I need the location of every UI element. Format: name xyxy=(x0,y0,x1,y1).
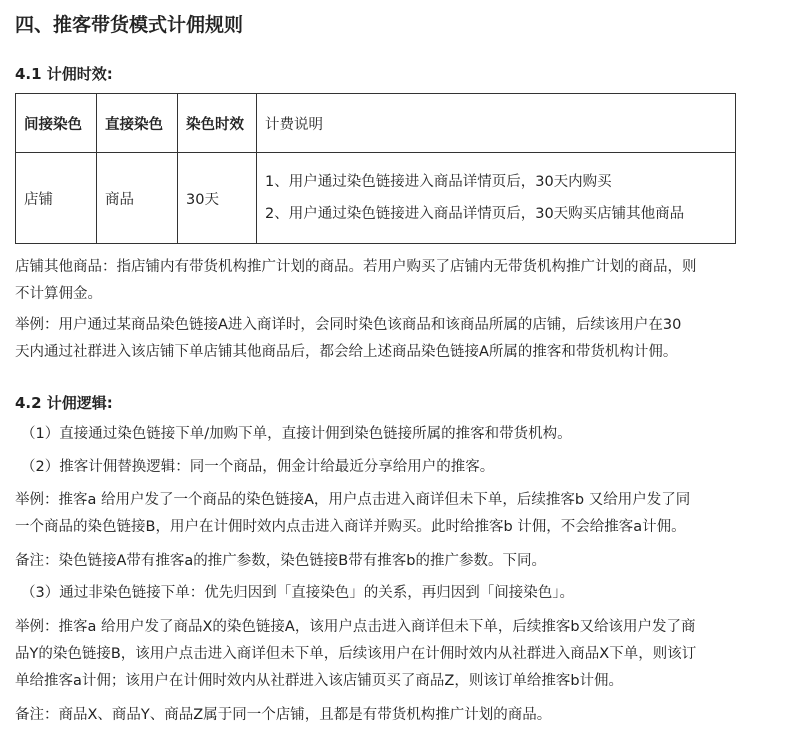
table-row xyxy=(16,153,736,244)
section-heading-4-2: 4.2 计佣逻辑: xyxy=(15,394,113,412)
table-cell-duration: 30天 xyxy=(178,153,257,244)
rule-2: （2）推客计佣替换逻辑：同一个商品，佣金计给最近分享给用户的推客。 xyxy=(21,459,495,475)
table-header-indirect: 间接染色 xyxy=(16,94,97,153)
note-line-2: 2、用户通过染色链接进入商品详情页后，30天购买店铺其他商品 xyxy=(265,206,685,222)
definition-line-2: 不计算佣金。 xyxy=(15,286,102,302)
example-paragraph-3 xyxy=(15,614,770,695)
rule-1: （1）直接通过染色链接下单/加购下单，直接计佣到染色链接所属的推客和带货机构。 xyxy=(21,426,572,442)
example2-line-2: 一个商品的染色链接B，用户在计佣时效内点击进入商详并购买。此时给推客b 计佣，不会给推客a计佣。 xyxy=(15,519,686,535)
table-cell-indirect: 店铺 xyxy=(16,153,97,244)
example1-line-2: 天内通过社群进入该店铺下单店铺其他商品后，都会给上述商品染色链接A所属的推客和带货机构计佣。 xyxy=(15,344,678,360)
note-line-1: 1、用户通过染色链接进入商品详情页后，30天内购买 xyxy=(265,174,612,190)
rule-3: （3）通过非染色链接下单：优先归因到「直接染色」的关系，再归因到「间接染色」。 xyxy=(21,585,574,601)
table-header-duration: 染色时效 xyxy=(178,94,257,153)
table-header-row xyxy=(16,94,736,153)
definition-paragraph xyxy=(15,254,770,308)
page-title: 四、推客带货模式计佣规则 xyxy=(15,14,244,36)
commission-timing-table xyxy=(15,93,736,244)
section-heading-4-1: 4.1 计佣时效: xyxy=(15,65,113,83)
example3-line-3: 单给推客a计佣；该用户在计佣时效内从社群进入该店铺页买了商品Z，则该订单给推客b计佣。 xyxy=(15,673,624,689)
example1-line-1: 举例：用户通过某商品染色链接A进入商详时，会同时染色该商品和该商品所属的店铺，后续该用户在30 xyxy=(15,317,682,333)
table-header-direct: 直接染色 xyxy=(97,94,178,153)
note-paragraph-3: 备注：商品X、商品Y、商品Z属于同一个店铺，且都是有带货机构推广计划的商品。 xyxy=(15,707,552,723)
example-paragraph-2 xyxy=(15,487,770,541)
example3-line-1: 举例：推客a 给用户发了商品X的染色链接A，该用户点击进入商详但未下单，后续推客b又给该用户发了商 xyxy=(15,619,696,635)
definition-line-1: 店铺其他商品：指店铺内有带货机构推广计划的商品。若用户购买了店铺内无带货机构推广计划的商品，则 xyxy=(15,259,697,275)
note-paragraph-2: 备注：染色链接A带有推客a的推广参数，染色链接B带有推客b的推广参数。下同。 xyxy=(15,553,546,569)
example2-line-1: 举例：推客a 给用户发了一个商品的染色链接A，用户点击进入商详但未下单，后续推客b 又给用户发了同 xyxy=(15,492,691,508)
table-cell-notes xyxy=(257,153,736,244)
example-paragraph-1 xyxy=(15,312,770,366)
table-header-notes: 计费说明 xyxy=(257,94,736,153)
table-cell-direct: 商品 xyxy=(97,153,178,244)
example3-line-2: 品Y的染色链接B，该用户点击进入商详但未下单，后续该用户在计佣时效内从社群进入商品X下单，则该订 xyxy=(15,646,697,662)
